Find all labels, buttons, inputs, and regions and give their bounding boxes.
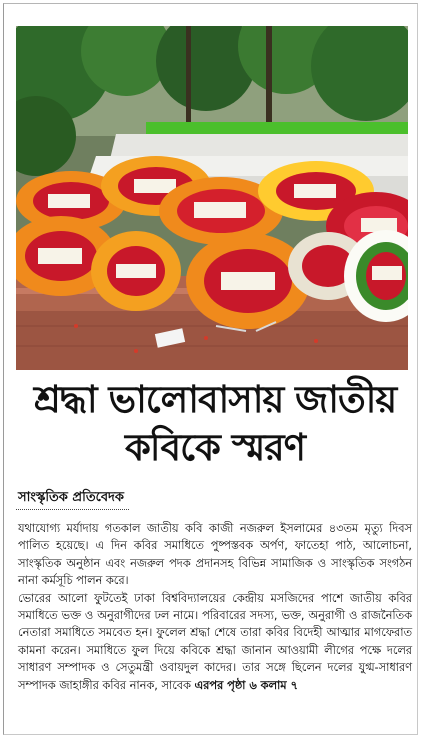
paragraph-2-text: ভোরের আলো ফুটতেই ঢাকা বিশ্ববিদ্যালয়ের কেন্দ্রীয় মসজিদের পাশে জাতীয় কবির সমাধিতে ভক্ত ও অনুরাগীদের ঢল নামে। পরিবারের সদস্য, ভক্ত, অনুরাগী ও রাজনৈতিক নেতারা সমাধিতে সমবেত হন। ফুলেল শ্রদ্ধা শেষে তারা কবির বিদেহী আত্মার মাগফেরাত কামনা করেন। সমাধিতে ফুল দিয়ে কবিকে শ্রদ্ধা জানান আওয়ামী লীগের পক্ষে দলের সাধারণ সম্পাদক ও সেতুমন্ত্রী ওবায়দুল কাদের। তার সঙ্গে ছিলেন দলের যুগ্ম-সাধারণ সম্পাদক জাহাঙ্গীর কবির নানক, সাবেক [18, 591, 412, 692]
news-photo-wreaths-at-grave [16, 26, 408, 370]
headline-line-2: কবিকে স্মরণ [125, 426, 305, 469]
paragraph-2 [18, 590, 412, 694]
headline-line-1: শ্রদ্ধা ভালোবাসায় জাতীয় [33, 378, 397, 421]
article-body [18, 520, 412, 694]
continued-on-page: এরপর পৃষ্ঠা ৬ কলাম ৭ [194, 678, 298, 692]
article-headline [12, 376, 418, 472]
byline: সাংস্কৃতিক প্রতিবেদক [18, 490, 124, 505]
newspaper-clipping [3, 3, 418, 735]
paragraph-1: যথাযোগ্য মর্যাদায় গতকাল জাতীয় কবি কাজী নজরুল ইসলামের ৪৩তম মৃত্যু দিবস পালিত হয়েছে। এ দিন কবির সমাধিতে পুষ্পস্তবক অর্পণ, ফাতেহা পাঠ, আলোচনা, সাংস্কৃতিক অনুষ্ঠান এবং নজরুল পদক প্রদানসহ বিভিন্ন সামাজিক ও সাংস্কৃতিক সংগঠন নানা কর্মসূচি পালন করে। [18, 522, 412, 588]
byline-divider [16, 509, 129, 510]
